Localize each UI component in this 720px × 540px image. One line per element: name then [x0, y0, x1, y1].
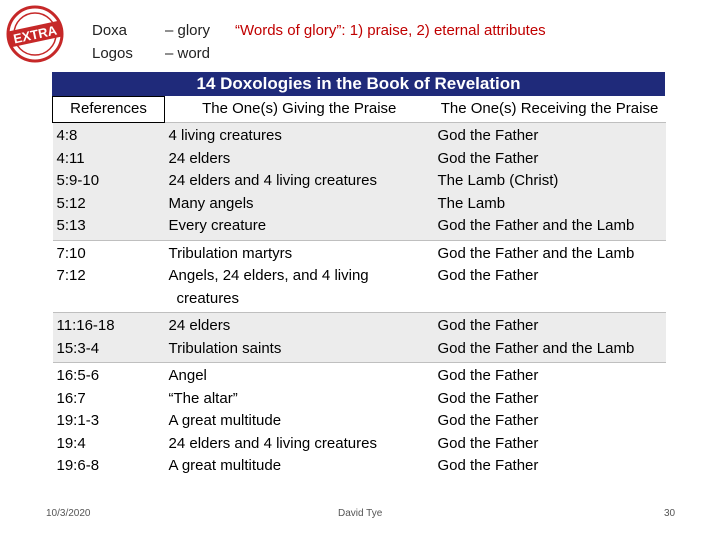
reference-cell-line: 11:16-18 — [56, 317, 115, 334]
table-header-row — [53, 97, 666, 123]
definition-logos: – word — [165, 45, 211, 62]
receiver-cell-line: God the Father — [437, 367, 539, 384]
giver-cell-line: A great multitude — [168, 457, 282, 474]
header-givers: The One(s) Giving the Praise — [165, 97, 434, 123]
reference-cell-line: 16:5-6 — [56, 367, 100, 384]
giver-cell-line: A great multitude — [168, 412, 282, 429]
giver-cell-line: Every creature — [168, 217, 267, 234]
reference-cell-line: 19:6-8 — [56, 457, 100, 474]
reference-cell-line: 5:12 — [56, 194, 86, 212]
reference-cell-line: 19:4 — [56, 434, 86, 452]
receiver-cell — [434, 363, 666, 480]
receiver-cell-line: God the Father — [437, 149, 539, 167]
table-title: 14 Doxologies in the Book of Revelation — [52, 72, 665, 96]
giver-cell-line: 24 elders — [168, 149, 231, 167]
receiver-cell-line: God the Father — [437, 389, 539, 407]
giver-cell-line: 4 living creatures — [168, 127, 282, 144]
definition-doxa: – glory — [165, 22, 211, 39]
footer-author: David Tye — [338, 508, 383, 519]
giver-cell-line: Angels, 24 elders, and 4 living creatures — [168, 267, 369, 307]
table-row — [53, 313, 666, 363]
receiver-cell — [434, 240, 666, 313]
giver-cell-line: 24 elders and 4 living creatures — [168, 434, 377, 452]
reference-cell-line: 5:13 — [56, 217, 86, 234]
words-of-glory-quote: “Words of glory”: 1) praise, 2) eternal attributes — [235, 22, 546, 39]
receiver-cell-line: God the Father — [437, 457, 539, 474]
table-row — [53, 363, 666, 480]
receiver-cell-line: God the Father — [437, 434, 539, 452]
reference-cell-line: 4:8 — [56, 127, 78, 144]
receiver-cell-line: The Lamb (Christ) — [437, 172, 559, 189]
table-row — [53, 240, 666, 313]
receiver-cell-line: God the Father — [437, 412, 539, 429]
giver-cell-line: Many angels — [168, 194, 254, 212]
receiver-cell-line: God the Father and the Lamb — [437, 244, 635, 262]
reference-cell-line: 5:9-10 — [56, 172, 100, 189]
extra-stamp-logo — [2, 4, 68, 64]
header-receivers: The One(s) Receiving the Praise — [434, 97, 666, 123]
receiver-cell-line: God the Father — [437, 317, 539, 334]
reference-cell-line: 7:12 — [56, 267, 86, 284]
receiver-cell-line: God the Father — [437, 267, 539, 284]
header-references: References — [53, 97, 165, 123]
term-logos: Logos — [92, 45, 133, 62]
receiver-cell-line: God the Father and the Lamb — [437, 339, 635, 357]
receiver-cell-line: God the Father and the Lamb — [437, 217, 635, 234]
reference-cell — [53, 240, 165, 313]
footer-date: 10/3/2020 — [46, 508, 91, 519]
reference-cell — [53, 363, 165, 480]
table-row — [53, 123, 666, 241]
reference-cell — [53, 123, 165, 241]
logo-text: EXTRA — [11, 22, 59, 47]
reference-cell-line: 4:11 — [56, 149, 85, 167]
reference-cell-line: 7:10 — [56, 244, 86, 262]
page-number: 30 — [664, 508, 676, 519]
receiver-cell — [434, 313, 666, 363]
receiver-cell-line: God the Father — [437, 127, 539, 144]
giver-cell-line: Angel — [168, 367, 207, 384]
reference-cell — [53, 313, 165, 363]
reference-cell-line: 19:1-3 — [56, 412, 100, 429]
giver-cell-line: Tribulation saints — [168, 339, 282, 357]
giver-cell — [165, 313, 434, 363]
giver-cell-line: “The altar” — [168, 389, 238, 407]
receiver-cell-line: The Lamb — [437, 194, 506, 212]
doxology-table — [52, 96, 665, 480]
giver-cell-line: 24 elders and 4 living creatures — [168, 172, 377, 189]
reference-cell-line: 15:3-4 — [56, 339, 100, 357]
receiver-cell — [434, 123, 666, 241]
giver-cell — [165, 123, 434, 241]
giver-cell-line: Tribulation martyrs — [168, 244, 293, 262]
reference-cell-line: 16:7 — [56, 389, 86, 407]
term-doxa: Doxa — [92, 22, 128, 39]
giver-cell-line: 24 elders — [168, 317, 231, 334]
giver-cell — [165, 363, 434, 480]
giver-cell — [165, 240, 434, 313]
